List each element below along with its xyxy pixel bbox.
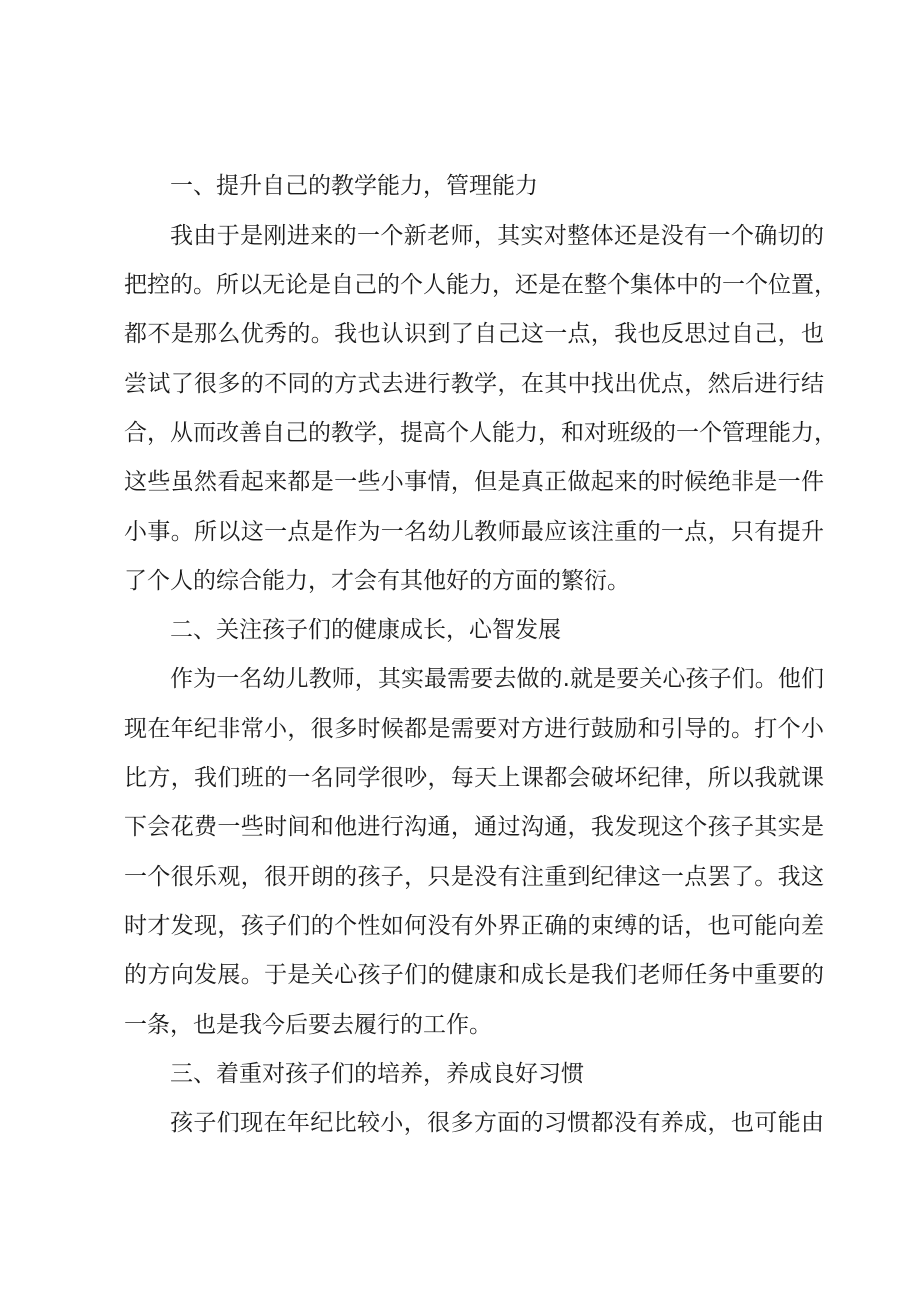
paragraph-line: 了个人的综合能力，才会有其他好的方面的繁衍。: [124, 568, 630, 594]
paragraph-line: 一条，也是我今后要去履行的工作。: [124, 1012, 492, 1038]
paragraph-line: 小事。所以这一点是作为一名幼儿教师最应该注重的一点，只有提升: [124, 519, 824, 545]
paragraph-line: 尝试了很多的不同的方式去进行教学，在其中找出优点，然后进行结: [124, 371, 824, 397]
paragraph-line: 把控的。所以无论是自己的个人能力，还是在整个集体中的一个位置，: [124, 272, 837, 298]
paragraph-line: 作为一名幼儿教师，其实最需要去做的.就是要关心孩子们。他们: [170, 666, 824, 692]
paragraph-line: 孩子们现在年纪比较小，很多方面的习惯都没有养成，也可能由: [170, 1110, 824, 1136]
paragraph-line: 一个很乐观，很开朗的孩子，只是没有注重到纪律这一点罢了。我这: [124, 864, 824, 890]
paragraph-line: 比方，我们班的一名同学很吵，每天上课都会破坏纪律，所以我就课: [124, 765, 824, 791]
paragraph-line: 时才发现，孩子们的个性如何没有外界正确的束缚的话，也可能向差: [124, 913, 824, 939]
paragraph-line: 合，从而改善自己的教学，提高个人能力，和对班级的一个管理能力，: [124, 420, 837, 446]
paragraph-line: 我由于是刚进来的一个新老师，其实对整体还是没有一个确切的: [170, 223, 824, 249]
section-heading-1: 一、提升自己的教学能力，管理能力: [170, 173, 538, 199]
paragraph-line: 这些虽然看起来都是一些小事情，但是真正做起来的时候绝非是一件: [124, 469, 824, 495]
paragraph-line: 都不是那么优秀的。我也认识到了自己这一点，我也反思过自己，也: [124, 321, 824, 347]
section-heading-2: 二、关注孩子们的健康成长，心智发展: [170, 617, 561, 643]
section-heading-3: 三、着重对孩子们的培养，养成良好习惯: [170, 1061, 584, 1087]
paragraph-line: 下会花费一些时间和他进行沟通，通过沟通，我发现这个孩子其实是: [124, 814, 824, 840]
paragraph-line: 现在年纪非常小，很多时候都是需要对方进行鼓励和引导的。打个小: [124, 716, 824, 742]
paragraph-line: 的方向发展。于是关心孩子们的健康和成长是我们老师任务中重要的: [124, 962, 824, 988]
